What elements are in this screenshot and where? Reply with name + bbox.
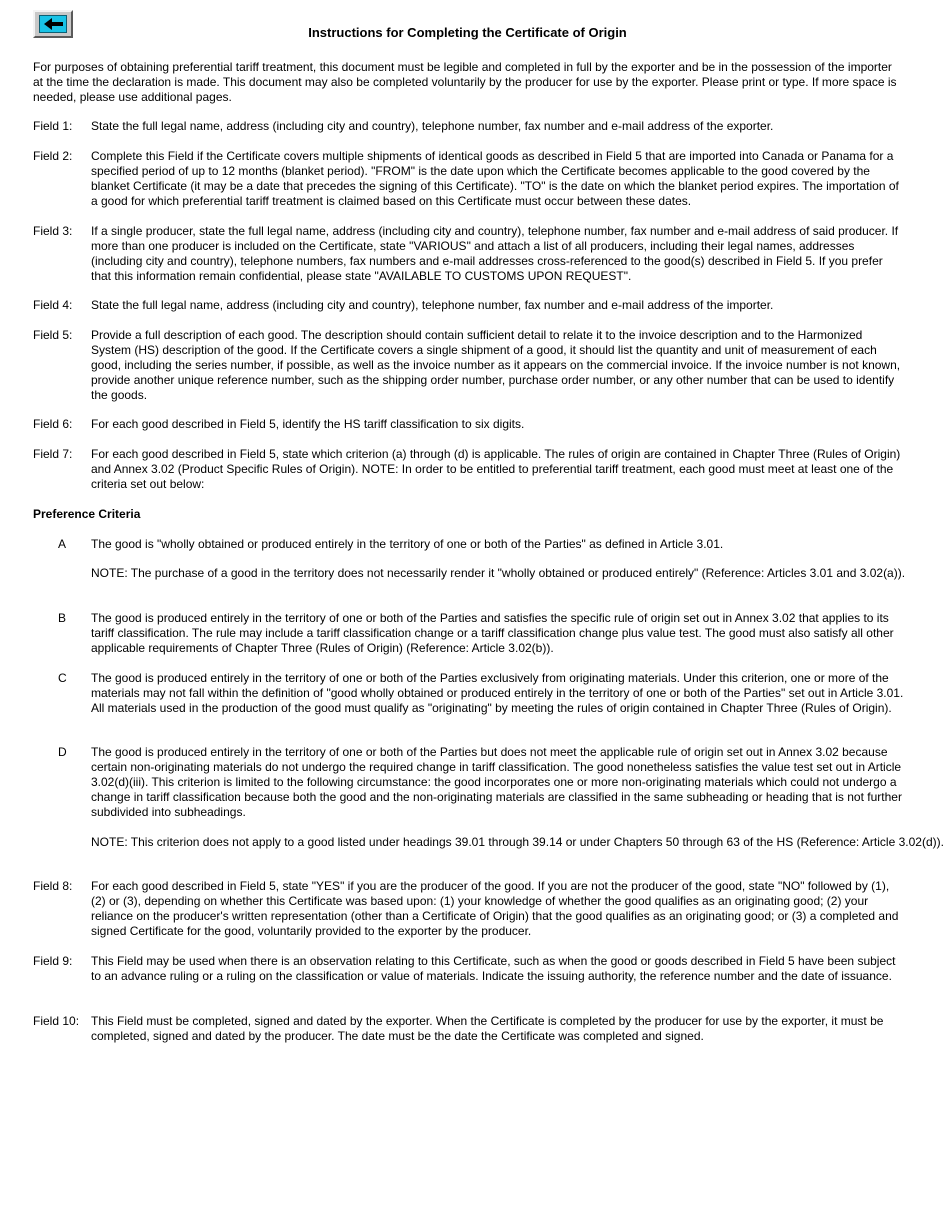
field-label: Field 5: xyxy=(33,328,73,342)
field-1 xyxy=(33,119,905,134)
field-label: Field 10: xyxy=(33,1014,80,1028)
field-9 xyxy=(33,954,905,984)
field-label: Field 1: xyxy=(33,119,73,133)
criterion-label: D xyxy=(58,745,67,759)
criterion-d xyxy=(33,745,905,820)
field-text: For each good described in Field 5, state "YES" if you are the producer of the good. If you are not the producer of the good, state "NO" followed by (1), (2) or (3), depending on whether this Certificate was based upon: (1) your knowledge of whether the good qualifies as an originating good; (2) your reliance on the producer's written representation (other than a Certificate of Origin) that the good qualifies as an originating good; or (3) a completed and signed Certificate for the good, voluntarily provided to the exporter by the producer. xyxy=(91,879,899,938)
criterion-c xyxy=(33,671,905,716)
intro-paragraph: For purposes of obtaining preferential tariff treatment, this document must be legible and completed in full by the exporter and be in the possession of the importer at the time the declaration is made. This document may also be completed voluntarily by the producer for use by the exporter. Please print or type. If more space is needed, please use additional pages. xyxy=(33,60,897,104)
field-6 xyxy=(33,417,905,432)
field-text: For each good described in Field 5, identify the HS tariff classification to six digits. xyxy=(91,417,525,431)
field-3 xyxy=(33,224,905,284)
field-text: This Field must be completed, signed and dated by the exporter. When the Certificate is completed by the producer for use by the exporter, it must be completed, signed and dated by the producer. The date must be the date the Certificate was completed and signed. xyxy=(91,1014,884,1043)
criterion-label: A xyxy=(58,537,67,551)
field-10 xyxy=(33,1014,905,1044)
field-text: If a single producer, state the full legal name, address (including city and country), telephone number, fax number and e-mail address of said producer. If more than one producer is included on the Certificate, state "VARIOUS" and attach a list of all producers, including their legal names, addresses (including city and country), telephone numbers, fax numbers and e-mail addresses cross-referenced to the good(s) described in Field 5. If you prefer that this information remain confidential, please state "AVAILABLE TO CUSTOMS UPON REQUEST". xyxy=(91,224,899,283)
criterion-text: The good is "wholly obtained or produced entirely in the territory of one or both of the Parties" as defined in Article 3.01. xyxy=(91,537,724,551)
criterion-a-note: NOTE: The purchase of a good in the territory does not necessarily render it "wholly obtained or produced entirely" (Reference: Articles 3.01 and 3.02(a)). xyxy=(91,566,906,580)
criterion-a xyxy=(33,537,905,552)
field-text: State the full legal name, address (including city and country), telephone number, fax number and e-mail address of the exporter. xyxy=(91,119,774,133)
criterion-b xyxy=(33,611,905,656)
field-8 xyxy=(33,879,905,939)
criterion-label: C xyxy=(58,671,67,685)
criterion-text: The good is produced entirely in the territory of one or both of the Parties but does not meet the applicable rule of origin set out in Annex 3.02 because certain non-originating materials do not undergo the required change in tariff classification. The good nonetheless satisfies the value test set out in Article 3.02(d)(iii). This criterion is limited to the following circumstance: the good incorporates one or more non-originating materials which could not undergo a change in tariff classification because both the good and the non-originating materials are classified in the same subheading or heading that is not further subdivided into subheadings. xyxy=(91,745,902,819)
criterion-text: The good is produced entirely in the territory of one or both of the Parties and satisfies the specific rule of origin set out in Annex 3.02 that applies to its tariff classification. The rule may include a tariff classification change or a tariff classification change plus value test. The good must also satisfy all other applicable requirements of Chapter Three (Rules of Origin) (Reference: Article 3.02(b)). xyxy=(91,611,894,655)
criterion-label: B xyxy=(58,611,67,625)
field-7 xyxy=(33,447,905,492)
field-text: This Field may be used when there is an observation relating to this Certificate, such as when the good or goods described in Field 5 have been subject to an advance ruling or a ruling on the classification or value of materials. Indicate the issuing authority, the reference number and the date of issuance. xyxy=(91,954,896,983)
field-label: Field 6: xyxy=(33,417,73,431)
field-label: Field 8: xyxy=(33,879,73,893)
field-label: Field 2: xyxy=(33,149,73,163)
field-label: Field 3: xyxy=(33,224,73,238)
field-label: Field 9: xyxy=(33,954,73,968)
page-title: Instructions for Completing the Certificate of Origin xyxy=(308,25,627,40)
field-5 xyxy=(33,328,905,403)
criterion-text: The good is produced entirely in the territory of one or both of the Parties exclusively from originating materials. Under this criterion, one or more of the materials may not fall within the definition of "good wholly obtained or produced entirely in the territory of one or both of the Parties" set out in Article 3.01. All materials used in the production of the good must qualify as "originating" by meeting the rules of origin contained in Chapter Three (Rules of Origin). xyxy=(91,671,904,715)
preference-criteria-heading: Preference Criteria xyxy=(33,507,141,521)
field-text: State the full legal name, address (including city and country), telephone number, fax number and e-mail address of the importer. xyxy=(91,298,774,312)
field-text: Complete this Field if the Certificate covers multiple shipments of identical goods as described in Field 5 that are imported into Canada or Panama for a specified period of up to 12 months (blanket period). "FROM" is the date upon which the Certificate becomes applicable to the good covered by the blanket Certificate (it may be a date that precedes the signing of this Certificate). "TO" is the date on which the blanket period expires. The importation of a good for which preferential tariff treatment is claimed based on this Certificate must occur between these dates. xyxy=(91,149,899,208)
field-label: Field 7: xyxy=(33,447,73,461)
field-label: Field 4: xyxy=(33,298,73,312)
criterion-d-note: NOTE: This criterion does not apply to a good listed under headings 39.01 through 39.14 or under Chapters 50 through 63 of the HS (Reference: Article 3.02(d)). xyxy=(91,835,944,849)
field-4 xyxy=(33,298,905,313)
field-2 xyxy=(33,149,905,209)
field-text: For each good described in Field 5, state which criterion (a) through (d) is applicable. The rules of origin are contained in Chapter Three (Rules of Origin) and Annex 3.02 (Product Specific Rules of Origin). NOTE: In order to be entitled to preferential tariff treatment, each good must meet at least one of the criteria set out below: xyxy=(91,447,901,491)
field-text: Provide a full description of each good. The description should contain sufficient detail to relate it to the invoice description and to the Harmonized System (HS) description of the good. If the Certificate covers a single shipment of a good, it should list the quantity and unit of measurement of each good, including the series number, if possible, as well as the invoice number as it appears on the commercial invoice. If the invoice number is not known, provide another unique reference number, such as the shipping order number, purchase order number, or any other number that can be used to identify the goods. xyxy=(91,328,901,402)
